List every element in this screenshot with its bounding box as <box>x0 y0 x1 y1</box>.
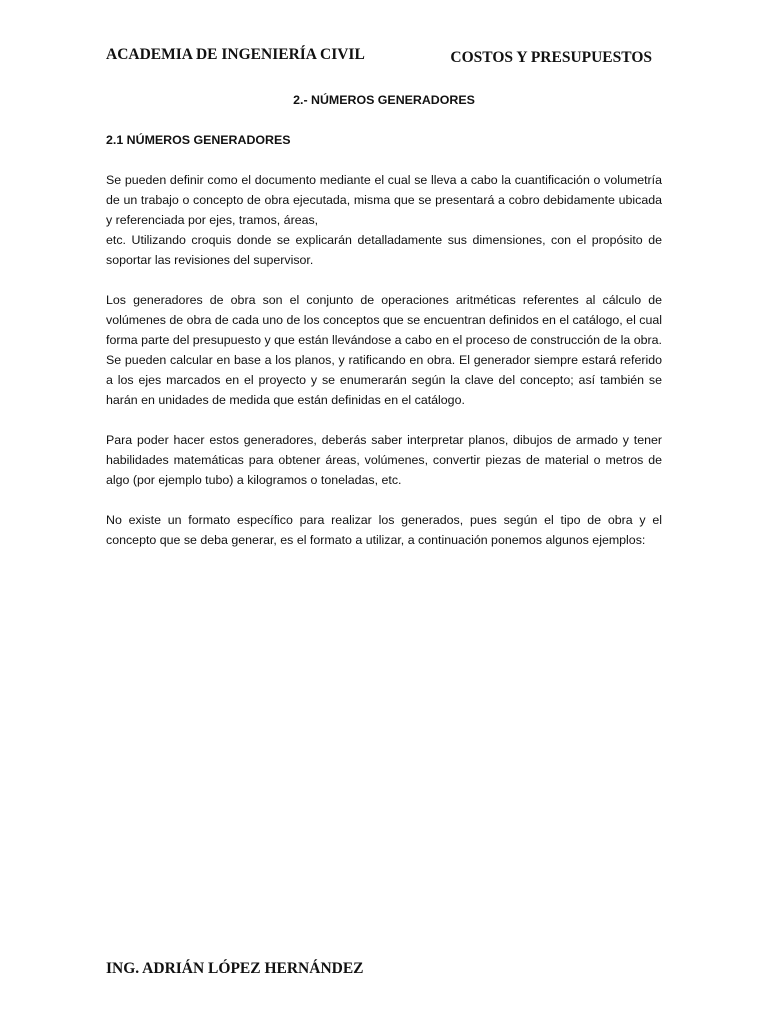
paragraph-definition <box>106 170 662 270</box>
paragraph-format: No existe un formato específico para realizar los generados, pues según el tipo de obra y el concepto que se deba generar, es el formato a utilizar, a continuación ponemos algunos ejemplos: <box>106 513 662 547</box>
section-title: 2.- NÚMEROS GENERADORES <box>293 93 475 107</box>
page-header <box>106 44 652 68</box>
page-footer-author: ING. ADRIÁN LÓPEZ HERNÁNDEZ <box>106 960 364 977</box>
header-course: COSTOS Y PRESUPUESTOS <box>450 49 652 66</box>
subsection-heading: 2.1 NÚMEROS GENERADORES <box>106 133 291 147</box>
header-academy: ACADEMIA DE INGENIERÍA CIVIL <box>106 46 365 63</box>
paragraph-skills: Para poder hacer estos generadores, deberás saber interpretar planos, dibujos de armado y tener habilidades matemáticas para obtener áreas, volúmenes, convertir piezas de material o metros de algo (por ejemplo tubo) a kilogramos o toneladas, etc. <box>106 433 662 487</box>
document-body <box>106 90 662 570</box>
paragraph-definition-part2: etc. Utilizando croquis donde se explicarán detalladamente sus dimensiones, con el propósito de soportar las revisiones del supervisor. <box>106 233 662 267</box>
paragraph-generators: Los generadores de obra son el conjunto de operaciones aritméticas referentes al cálculo de volúmenes de obra de cada uno de los conceptos que se encuentran definidos en el catálogo, el cual forma parte del presupuesto y que están llevándose a cabo en el proceso de construcción de la obra. Se pueden calcular en base a los planos, y ratificando en obra. El generador siempre estará referido a los ejes marcados en el proyecto y se enumerarán según la clave del concepto; así también se harán en unidades de medida que están definidas en el catálogo. <box>106 293 662 407</box>
paragraph-definition-part1: Se pueden definir como el documento mediante el cual se lleva a cabo la cuantificación o volumetría de un trabajo o concepto de obra ejecutada, misma que se presentará a cobro debidamente ubicada y referenciada por ejes, tramos, áreas, <box>106 173 662 227</box>
